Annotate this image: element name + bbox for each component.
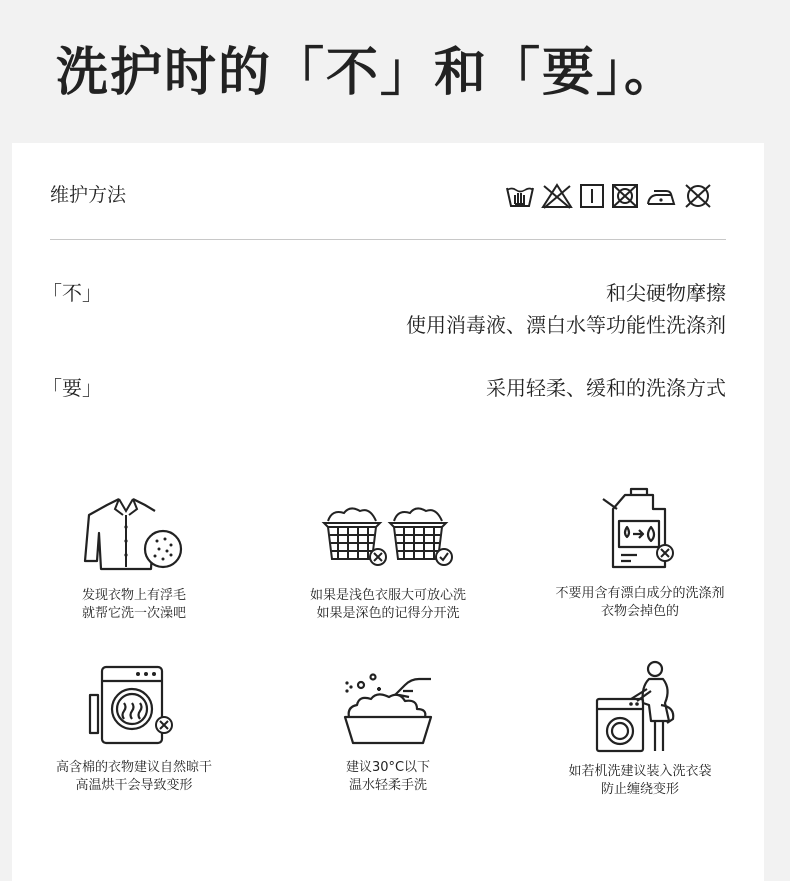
tip-text-line: 建议30°C以下	[345, 760, 431, 775]
tip-text-line: 发现衣物上有浮毛	[81, 588, 186, 603]
care-method-label: 维护方法	[50, 184, 127, 206]
tip-text-line: 高含棉的衣物建议自然晾干	[55, 760, 212, 775]
tip-text-line: 如果是浅色衣服大可放心洗	[309, 588, 466, 603]
dont-line-1: 和尖硬物摩擦	[606, 281, 726, 305]
tip-washing-machine	[520, 659, 760, 799]
care-symbols	[504, 181, 714, 211]
divider	[50, 239, 726, 240]
page-title: 洗护时的「不」和「要」。	[56, 43, 679, 103]
dryer-crossed-icon	[84, 663, 184, 749]
tip-text-line: 不要用含有漂白成分的洗涤剂	[555, 586, 725, 601]
washing-machine-bag-icon	[585, 659, 695, 755]
tip-shirt	[14, 493, 254, 623]
tumble-dry-low-icon	[578, 182, 606, 210]
no-bleach-icon	[540, 182, 574, 210]
care-card	[12, 143, 764, 881]
bleach-bottle-icon	[595, 487, 685, 573]
hand-wash-basin-icon	[333, 665, 443, 749]
tip-baskets	[268, 493, 508, 623]
tip-text-line: 就帮它洗一次澡吧	[81, 606, 186, 621]
tip-text-line: 高温烘干会导致变形	[75, 778, 193, 793]
do-line-1: 采用轻柔、缓和的洗涤方式	[486, 376, 726, 400]
tip-text-line: 如若机洗建议装入洗衣袋	[568, 764, 712, 779]
tip-handwash	[268, 665, 508, 795]
tip-text-line: 防止缠绕变形	[600, 782, 679, 797]
dont-line-2: 使用消毒液、漂白水等功能性洗涤剂	[406, 313, 726, 337]
tip-text-line: 衣物会掉色的	[600, 604, 679, 619]
dont-tag: 「不」	[42, 281, 102, 305]
iron-low-icon	[644, 182, 678, 210]
do-tag: 「要」	[42, 376, 102, 400]
hand-wash-icon	[504, 182, 536, 210]
tip-bleach	[520, 487, 760, 621]
tip-text-line: 温水轻柔手洗	[348, 778, 427, 793]
tip-dryer	[14, 663, 254, 795]
tip-text-line: 如果是深色的记得分开洗	[316, 606, 460, 621]
shirt-pilling-icon	[79, 493, 189, 573]
no-dry-clean-icon	[682, 182, 714, 210]
laundry-baskets-icon	[318, 493, 458, 573]
no-tumble-dry-icon	[610, 182, 640, 210]
